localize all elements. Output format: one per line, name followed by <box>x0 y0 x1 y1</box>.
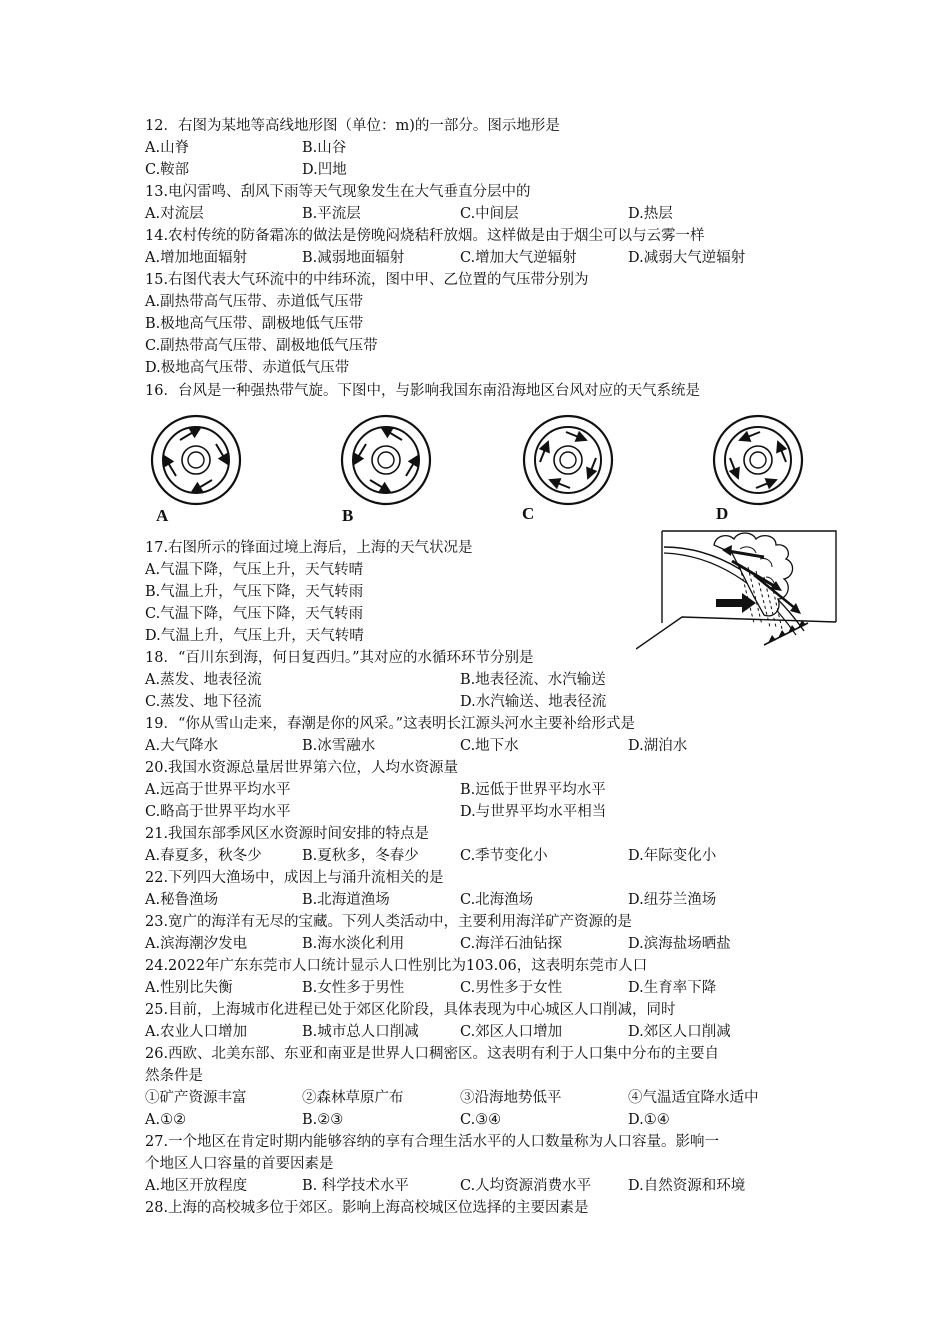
question-23-stem: 23.宽广的海洋有无尽的宝藏。下列人类活动中，主要利用海洋矿产资源的是 <box>145 914 633 930</box>
question-27-stem: 27.一个地区在肯定时期内能够容纳的享有合理生活水平的人口数量称为人口容量。影响一 <box>145 1134 720 1150</box>
q13-option-a: A.对流层 <box>145 206 204 222</box>
question-18-stem: 18．“百川东到海，何日复西归。”其对应的水循环环节分别是 <box>145 650 534 666</box>
cyclone-d-diagram <box>708 410 808 510</box>
q24-option-b: B.女性多于男性 <box>302 980 405 996</box>
cold-front-diagram <box>636 527 841 652</box>
q22-option-d: D.纽芬兰渔场 <box>628 892 717 908</box>
q14-option-c: C.增加大气逆辐射 <box>460 250 577 266</box>
q20-option-c: C.略高于世界平均水平 <box>145 804 291 820</box>
q18-option-a: A.蒸发、地表径流 <box>145 672 262 688</box>
q12-option-a: A.山脊 <box>145 140 190 156</box>
q15-option-c: C.副热带高气压带、副极地低气压带 <box>145 338 378 354</box>
q24-option-a: A.性别比失衡 <box>145 980 233 996</box>
q19-option-b: B.冰雪融水 <box>302 738 376 754</box>
q26-option-b: B.②③ <box>302 1112 344 1128</box>
cyclone-label-a: A <box>156 506 169 525</box>
q22-option-c: C.北海渔场 <box>460 892 534 908</box>
q26-item-2: ②森林草原广布 <box>302 1090 404 1106</box>
q27-option-a: A.地区开放程度 <box>145 1178 248 1194</box>
q21-option-a: A.春夏多，秋冬少 <box>145 848 262 864</box>
q13-option-c: C.中间层 <box>460 206 519 222</box>
q25-option-a: A.农业人口增加 <box>145 1024 248 1040</box>
q23-option-c: C.海洋石油钻探 <box>460 936 563 952</box>
q24-option-d: D.生育率下降 <box>628 980 717 996</box>
question-15-stem: 15.右图代表大气环流中的中纬环流，图中甲、乙位置的气压带分别为 <box>145 272 589 288</box>
cyclone-label-c: C <box>522 504 535 523</box>
q20-option-a: A.远高于世界平均水平 <box>145 782 291 798</box>
q15-option-a: A.副热带高气压带、赤道低气压带 <box>145 294 364 310</box>
q26-item-1: ①矿产资源丰富 <box>145 1090 247 1106</box>
q20-option-b: B.远低于世界平均水平 <box>460 782 606 798</box>
q15-option-b: B.极地高气压带、副极地低气压带 <box>145 316 364 332</box>
q19-option-d: D.湖泊水 <box>628 738 688 754</box>
q27-option-c: C.人均资源消费水平 <box>460 1178 592 1194</box>
q20-option-d: D.与世界平均水平相当 <box>460 804 607 820</box>
cyclone-c-diagram <box>518 410 618 510</box>
q22-option-a: A.秘鲁渔场 <box>145 892 219 908</box>
question-16-stem: 16．台风是一种强热带气旋。下图中，与影响我国东南沿海地区台风对应的天气系统是 <box>145 383 700 399</box>
q12-option-c: C.鞍部 <box>145 162 190 178</box>
question-22-stem: 22.下列四大渔场中，成因上与涌升流相关的是 <box>145 870 444 886</box>
q18-option-c: C.蒸发、地下径流 <box>145 694 262 710</box>
q12-option-d: D.凹地 <box>302 162 347 178</box>
cyclone-figure-c <box>518 410 618 525</box>
cyclone-label-b: B <box>342 506 354 525</box>
q23-option-a: A.滨海潮汐发电 <box>145 936 248 952</box>
q23-option-d: D.滨海盐场晒盐 <box>628 936 731 952</box>
cyclone-a-diagram <box>146 410 246 510</box>
q15-option-d: D.极地高气压带、赤道低气压带 <box>145 360 350 376</box>
question-25-stem: 25.目前，上海城市化进程已处于郊区化阶段，具体表现为中心城区人口削减，同时 <box>145 1002 676 1018</box>
q14-option-a: A.增加地面辐射 <box>145 250 248 266</box>
q17-option-b: B.气温上升，气压下降，天气转雨 <box>145 584 364 600</box>
q26-item-3: ③沿海地势低平 <box>460 1090 562 1106</box>
q27-option-d: D.自然资源和环境 <box>628 1178 746 1194</box>
question-20-stem: 20.我国水资源总量居世界第六位，人均水资源量 <box>145 760 459 776</box>
q26-option-a: A.①② <box>145 1112 187 1128</box>
q23-option-b: B.海水淡化利用 <box>302 936 405 952</box>
q12-option-b: B.山谷 <box>302 140 347 156</box>
q17-option-a: A.气温下降，气压上升，天气转晴 <box>145 562 364 578</box>
cyclone-figure-d <box>708 410 808 525</box>
q14-option-b: B.减弱地面辐射 <box>302 250 405 266</box>
q17-option-d: D.气温上升，气压上升，天气转晴 <box>145 628 364 644</box>
q25-option-d: D.郊区人口削减 <box>628 1024 731 1040</box>
q26-item-4: ④气温适宜降水适中 <box>628 1090 759 1106</box>
question-19-stem: 19．“你从雪山走来，春潮是你的风采。”这表明长江源头河水主要补给形式是 <box>145 716 636 732</box>
q25-option-c: C.郊区人口增加 <box>460 1024 563 1040</box>
question-21-stem: 21.我国东部季风区水资源时间安排的特点是 <box>145 826 430 842</box>
q19-option-a: A.大气降水 <box>145 738 219 754</box>
q21-option-d: D.年际变化小 <box>628 848 717 864</box>
question-12-stem: 12．右图为某地等高线地形图（单位：m)的一部分。图示地形是 <box>145 118 560 134</box>
cyclone-figure-b <box>336 410 436 525</box>
q24-option-c: C.男性多于女性 <box>460 980 563 996</box>
q26-option-c: C.③④ <box>460 1112 502 1128</box>
cyclone-b-diagram <box>336 410 436 510</box>
q19-option-c: C.地下水 <box>460 738 519 754</box>
q14-option-d: D.减弱大气逆辐射 <box>628 250 746 266</box>
question-27-stem-cont: 个地区人口容量的首要因素是 <box>145 1156 334 1172</box>
question-24-stem: 24.2022年广东东莞市人口统计显示人口性别比为103.06，这表明东莞市人口 <box>145 958 648 974</box>
question-26-stem: 26.西欧、北美东部、东亚和南亚是世界人口稠密区。这表明有利于人口集中分布的主要自 <box>145 1046 720 1062</box>
question-26-stem-cont: 然条件是 <box>145 1068 203 1084</box>
q13-option-d: D.热层 <box>628 206 673 222</box>
q26-option-d: D.①④ <box>628 1112 670 1128</box>
cold-front-illustration <box>636 527 841 652</box>
cyclone-figure-a <box>146 410 246 525</box>
q22-option-b: B.北海道渔场 <box>302 892 390 908</box>
q27-option-b: B. 科学技术水平 <box>302 1178 409 1194</box>
q25-option-b: B.城市总人口削减 <box>302 1024 419 1040</box>
question-17-stem: 17.右图所示的锋面过境上海后，上海的天气状况是 <box>145 540 473 556</box>
q18-option-b: B.地表径流、水汽输送 <box>460 672 606 688</box>
q18-option-d: D.水汽输送、地表径流 <box>460 694 607 710</box>
question-14-stem: 14.农村传统的防备霜冻的做法是傍晚闷烧秸秆放烟。这样做是由于烟尘可以与云雾一样 <box>145 228 705 244</box>
q21-option-b: B.夏秋多，冬春少 <box>302 848 419 864</box>
question-28-stem: 28.上海的高校城多位于郊区。影响上海高校城区位选择的主要因素是 <box>145 1200 589 1216</box>
q17-option-c: C.气温下降，气压下降，天气转雨 <box>145 606 364 622</box>
q13-option-b: B.平流层 <box>302 206 361 222</box>
q21-option-c: C.季节变化小 <box>460 848 548 864</box>
question-13-stem: 13.电闪雷鸣、刮风下雨等天气现象发生在大气垂直分层中的 <box>145 184 531 200</box>
cyclone-label-d: D <box>716 504 729 523</box>
